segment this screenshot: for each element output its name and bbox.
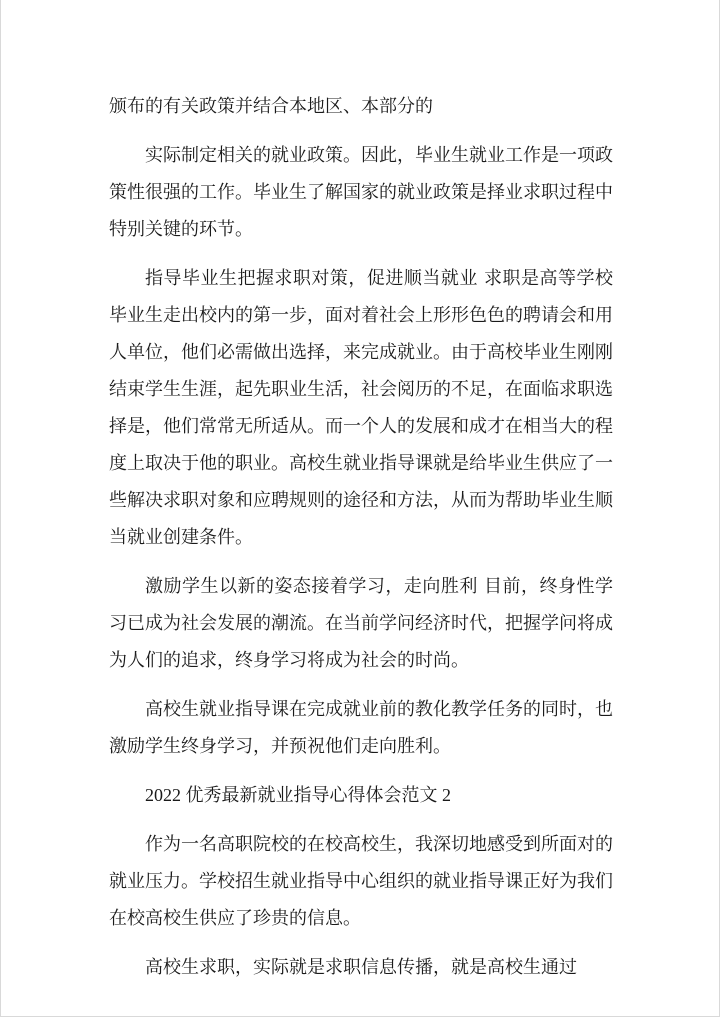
paragraph-3: 指导毕业生把握求职对策，促进顺当就业 求职是高等学校毕业生走出校内的第一步，面对着社会上形形色色的聘请会和用人单位，他们必需做出选择，来完成就业。由于高校毕业生刚刚结束学生生涯，起先职业生活，社会阅历的不足，在面临求职选择是，他们常常无所适从。而一个人的发展和成才在相当大的程度上取决于他的职业。高校生就业指导课就是给毕业生供应了一些解决求职对象和应聘规则的途径和方法，从而为帮助毕业生顺当就业创建条件。 [109, 268, 613, 548]
paragraph-5: 高校生就业指导课在完成就业前的教化教学任务的同时，也激励学生终身学习，并预祝他们走向胜利。 [109, 699, 613, 757]
paragraph-4: 激励学生以新的姿态接着学习，走向胜利 目前，终身性学习已成为社会发展的潮流。在当前学问经济时代，把握学问将成为人们的追求，终身学习将成为社会的时尚。 [109, 576, 613, 671]
section-heading: 2022 优秀最新就业指导心得体会范文 2 [145, 785, 451, 805]
paragraph-7: 高校生求职，实际就是求职信息传播，就是高校生通过 [145, 957, 577, 978]
paragraph-6: 作为一名高职院校的在校高校生，我深切地感受到所面对的就业压力。学校招生就业指导中心组织的就业指导课正好为我们在校高校生供应了珍贵的信息。 [109, 834, 613, 929]
paragraph-2: 实际制定相关的就业政策。因此，毕业生就业工作是一项政策性很强的工作。毕业生了解国家的就业政策是择业求职过程中特别关键的环节。 [109, 145, 613, 240]
paragraph-1: 颁布的有关政策并结合本地区、本部分的 [109, 96, 433, 117]
document-body [109, 88, 613, 998]
